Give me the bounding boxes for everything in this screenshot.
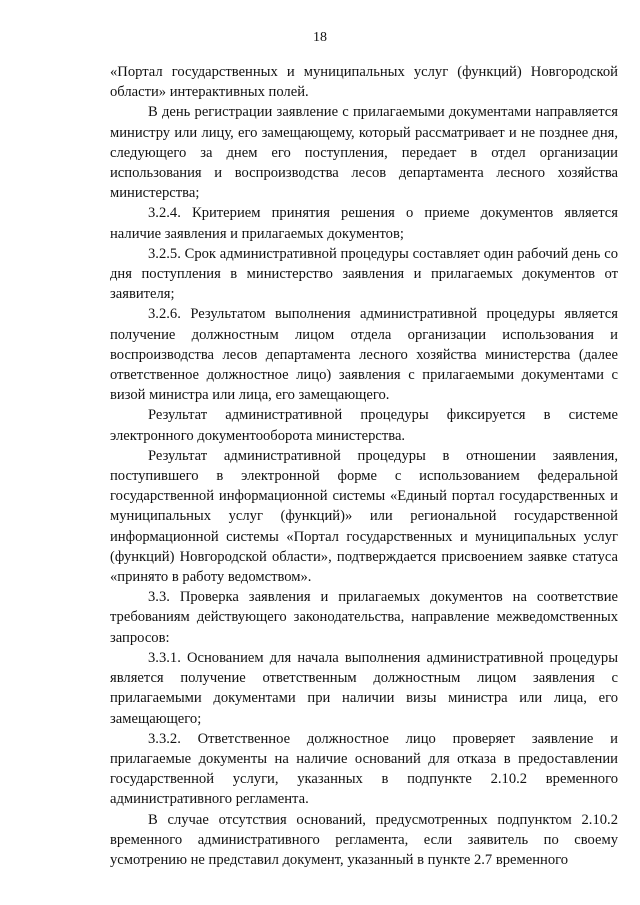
paragraph-result-electronic: Результат административной процедуры в отношении заявления, поступившего в электронной форме с использованием федеральной государственной информационной системы «Единый портал государственных и муниципальных услуг (функций)» или региональной государственной информационной системы «Портал государственных и муниципальных услуг (функций) Новгородской области», подтверждается присвоением заявке статуса «принято в работу ведомством».: [110, 447, 618, 586]
paragraph-3-2-5: 3.2.5. Срок административной процедуры составляет один рабочий день со дня поступления в министерство заявления и прилагаемых документов от заявителя;: [110, 245, 618, 303]
paragraph-3-3-1: 3.3.1. Основанием для начала выполнения административной процедуры является получение ответственным должностным лицом заявления с прилагаемыми документами при наличии визы министра или лица, его замещающего;: [110, 649, 618, 727]
paragraph-portal-continuation: «Портал государственных и муниципальных услуг (функций) Новгородской области» интерактивных полей.: [110, 64, 618, 101]
paragraph-registration-day: В день регистрации заявление с прилагаемыми документами направляется министру или лицу, его замещающему, который рассматривает и не позднее дня, следующего за днем его поступления, передает в отдел организации использования и воспроизводства лесов департамента лесного хозяйства министерства;: [110, 104, 618, 202]
paragraph-3-2-4: 3.2.4. Критерием принятия решения о приеме документов является наличие заявления и прилагаемых документов;: [110, 205, 618, 242]
paragraph-3-3-2: 3.3.2. Ответственное должностное лицо проверяет заявление и прилагаемые документы на наличие оснований для отказа в предоставлении государственной услуги, указанных в подпункте 2.10.2 временного административного регламента.: [110, 730, 618, 808]
paragraph-3-2-6: 3.2.6. Результатом выполнения административной процедуры является получение должностным лицом отдела организации использования и воспроизводства лесов департамента лесного хозяйства министерства (далее ответственное должностное лицо) заявления с прилагаемыми документами с визой министра или лица, его замещающего.: [110, 306, 618, 404]
paragraph-3-3: 3.3. Проверка заявления и прилагаемых документов на соответствие требованиям действующего законодательства, направление межведомственных запросов:: [110, 589, 618, 646]
page-number: 18: [313, 30, 327, 45]
paragraph-result-recorded: Результат административной процедуры фиксируется в системе электронного документооборота министерства.: [110, 407, 618, 444]
document-body: [110, 62, 618, 870]
paragraph-absence-of-grounds: В случае отсутствия оснований, предусмотренных подпунктом 2.10.2 временного административного регламента, если заявитель по своему усмотрению не представил документ, указанный в пункте 2.7 временного: [110, 811, 618, 868]
